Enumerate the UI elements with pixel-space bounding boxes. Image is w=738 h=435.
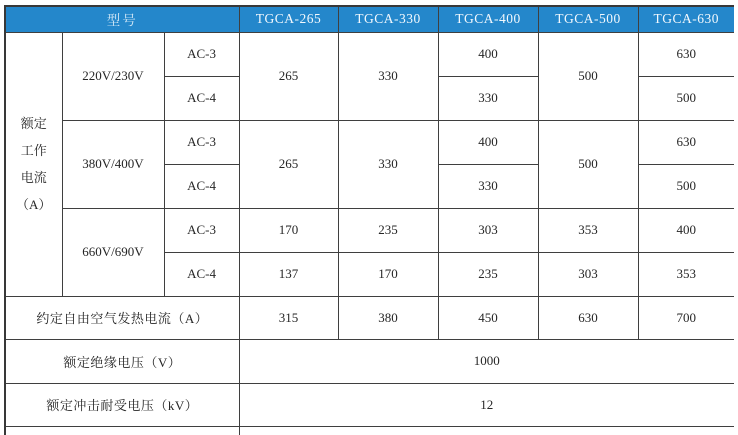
value-cell: 400 <box>438 32 538 76</box>
model-header-tgca-630: TGCA-630 <box>638 6 734 32</box>
table-row <box>5 120 734 164</box>
voltage-cell-220v-230v: 220V/230V <box>62 32 164 120</box>
value-cell: 315 <box>239 296 338 339</box>
value-cell: 400 <box>638 208 734 252</box>
value-cell: 303 <box>438 208 538 252</box>
value-cell: 700 <box>638 296 734 339</box>
table-row <box>5 296 734 339</box>
table-row <box>5 339 734 383</box>
value-cell: 380 <box>338 296 438 339</box>
value-cell: 330 <box>338 32 438 120</box>
value-cell: 137 <box>239 252 338 296</box>
impulse-voltage-label-cell: 额定冲击耐受电压（kV） <box>5 383 239 426</box>
value-cell: 630 <box>638 32 734 76</box>
value-cell: 330 <box>438 164 538 208</box>
value-cell: 500 <box>538 32 638 120</box>
value-cell: 330 <box>438 76 538 120</box>
voltage-cell-660v-690v: 660V/690V <box>62 208 164 296</box>
value-cell: 265 <box>239 120 338 208</box>
category-cell-ac4: AC-4 <box>164 252 239 296</box>
model-header-tgca-265: TGCA-265 <box>239 6 338 32</box>
cutoff-label-cell <box>5 426 239 435</box>
rated-current-label-line: 工作 <box>20 143 47 158</box>
value-cell: 330 <box>338 120 438 208</box>
header-row <box>5 6 734 32</box>
insulation-voltage-value-cell: 1000 <box>239 339 734 383</box>
category-cell-ac3: AC-3 <box>164 32 239 76</box>
rated-current-label-line: 电流 <box>20 170 47 185</box>
value-cell: 353 <box>538 208 638 252</box>
value-cell: 353 <box>638 252 734 296</box>
value-cell: 450 <box>438 296 538 339</box>
table-row <box>5 32 734 76</box>
rated-current-label-cell <box>5 32 62 296</box>
value-cell: 500 <box>638 164 734 208</box>
model-header-tgca-500: TGCA-500 <box>538 6 638 32</box>
value-cell: 170 <box>338 252 438 296</box>
value-cell: 235 <box>338 208 438 252</box>
value-cell: 630 <box>538 296 638 339</box>
value-cell: 265 <box>239 32 338 120</box>
value-cell: 400 <box>438 120 538 164</box>
model-header-tgca-400: TGCA-400 <box>438 6 538 32</box>
model-header-cell: 型号 <box>5 6 239 32</box>
tgca-spec-table <box>4 5 734 435</box>
table-row-cutoff <box>5 426 734 435</box>
model-header-tgca-330: TGCA-330 <box>338 6 438 32</box>
voltage-cell-380v-400v: 380V/400V <box>62 120 164 208</box>
value-cell: 500 <box>638 76 734 120</box>
value-cell: 170 <box>239 208 338 252</box>
cutoff-value-cell <box>239 426 734 435</box>
insulation-voltage-label-cell: 额定绝缘电压（V） <box>5 339 239 383</box>
table-row <box>5 383 734 426</box>
category-cell-ac4: AC-4 <box>164 76 239 120</box>
table-clip <box>4 5 734 435</box>
rated-current-label-line: 额定 <box>20 116 47 131</box>
value-cell: 303 <box>538 252 638 296</box>
category-cell-ac3: AC-3 <box>164 208 239 252</box>
impulse-voltage-value-cell: 12 <box>239 383 734 426</box>
value-cell: 630 <box>638 120 734 164</box>
value-cell: 500 <box>538 120 638 208</box>
thermal-current-label-cell: 约定自由空气发热电流（A） <box>5 296 239 339</box>
category-cell-ac3: AC-3 <box>164 120 239 164</box>
table-row <box>5 208 734 252</box>
value-cell: 235 <box>438 252 538 296</box>
rated-current-label-line: （A） <box>16 197 52 212</box>
category-cell-ac4: AC-4 <box>164 164 239 208</box>
